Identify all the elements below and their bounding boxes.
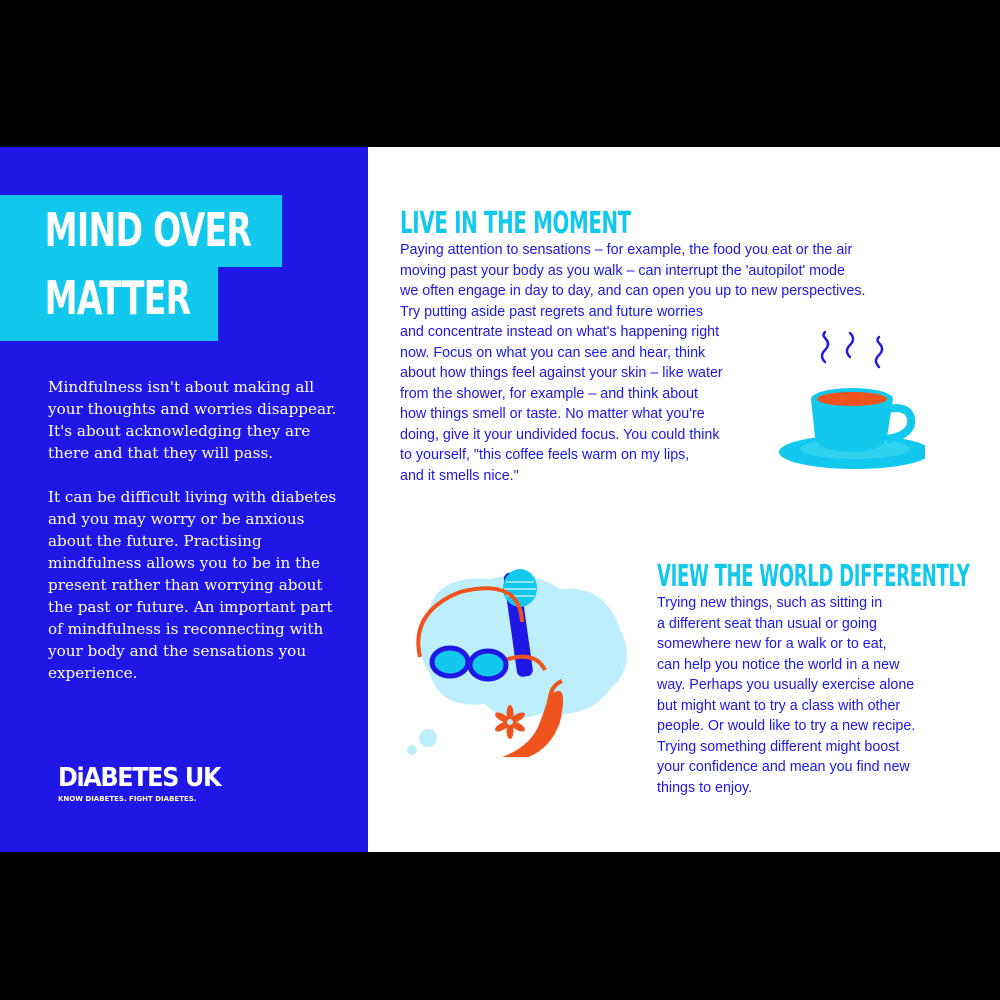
text-line: and concentrate instead on what's happening right [400, 324, 720, 340]
text-line: somewhere new for a walk or to eat, [657, 636, 887, 652]
text-line: your confidence and mean you find new [657, 759, 910, 775]
view-the-world-differently-text [657, 593, 915, 798]
text-line: how things smell or taste. No matter what you're [400, 406, 705, 422]
text-line: about how things feel against your skin – like water [400, 365, 723, 381]
left-panel [0, 147, 368, 852]
title-bar-line2 [0, 267, 218, 341]
intro-text [48, 376, 348, 684]
text-line: Trying something different might boost [657, 738, 900, 755]
text-line: but might want to try a class with other [657, 697, 901, 714]
intro-paragraph-2: It can be difficult living with diabetes and you may worry or be anxious about the future. Practising mindfulness allows you to be in the present rather than worrying about the past or future. An important part of mindfulness is reconnecting with your body and the sensations you experience. [48, 488, 337, 682]
text-line: we often engage in day to day, and can open you up to new perspectives. [400, 283, 866, 299]
text-line: to yourself, "this coffee feels warm on my lips, [400, 447, 690, 463]
intro-paragraph-1: Mindfulness isn't about making all your thoughts and worries disappear. It's about acknowledging they are there and that they will pass. [48, 378, 337, 462]
text-line: from the shower, for example – and think about [400, 385, 699, 402]
coffee-cup-icon [775, 327, 925, 487]
title-bar-line1 [0, 195, 282, 267]
text-line: doing, give it your undivided focus. You could think [400, 426, 720, 443]
text-line: moving past your body as you walk – can interrupt the 'autopilot' mode [400, 262, 845, 279]
text-line: Trying new things, such as sitting in [657, 595, 883, 611]
text-line: way. Perhaps you usually exercise alone [657, 677, 915, 693]
text-line: can help you notice the world in a new [657, 656, 900, 673]
page-title-line2: MATTER [44, 271, 191, 325]
heading-view-the-world-differently: VIEW THE WORLD DIFFERENTLY [657, 559, 970, 594]
text-line: Paying attention to sensations – for example, the food you eat or the air [400, 242, 853, 258]
text-line: things to enjoy. [657, 779, 753, 796]
mindfulness-card [0, 147, 1000, 852]
diabetes-uk-logo [58, 765, 234, 803]
text-line: and it smells nice." [400, 467, 519, 484]
heading-live-in-the-moment: LIVE IN THE MOMENT [400, 206, 631, 241]
text-line: a different seat than usual or going [657, 615, 877, 632]
logo-tagline: KNOW DIABETES. FIGHT DIABETES. [58, 795, 197, 803]
text-line: now. Focus on what you can see and hear, think [400, 344, 706, 361]
text-line: Try putting aside past regrets and future worries [400, 303, 704, 320]
logo-name: DiABETES UK [58, 763, 221, 793]
page-title-line1: MIND OVER [44, 203, 252, 257]
text-line: people. Or would like to try a new recipe. [657, 718, 916, 734]
new-experiences-collage [400, 562, 630, 757]
